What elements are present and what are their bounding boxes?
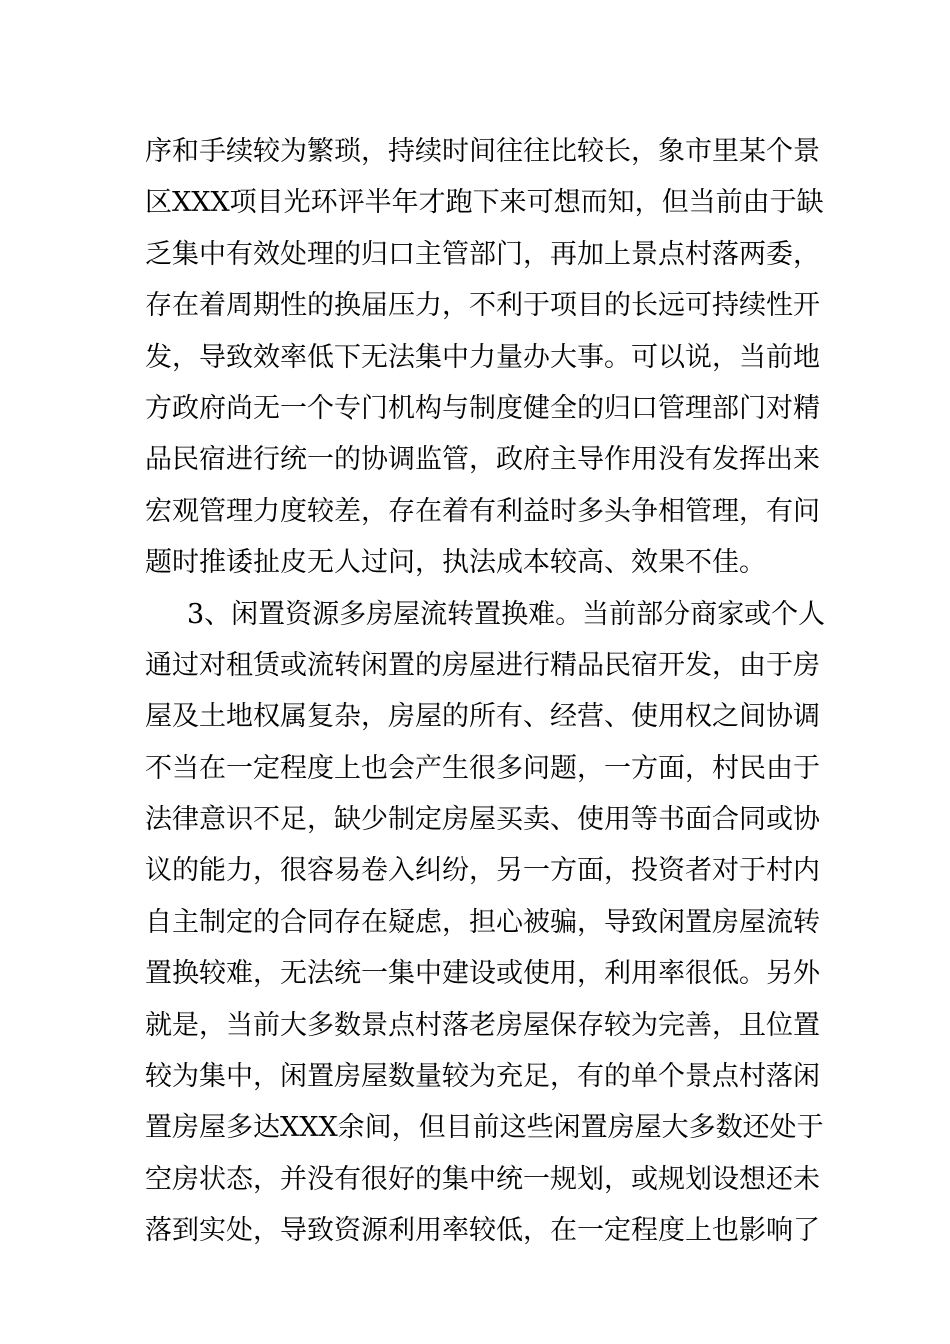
text-line: 方政府尚无一个专门机构与制度健全的归口管理部门对精 (145, 392, 820, 424)
text-line: 区XXX项目光环评半年才跑下来可想而知，但当前由于缺 (145, 187, 824, 219)
text-line: 题时推诿扯皮无人过问，执法成本较高、效果不佳。 (145, 547, 766, 579)
text-line: 空房状态，并没有很好的集中统一规划，或规划设想还未 (145, 1163, 820, 1195)
text-line: 序和手续较为繁琐，持续时间往往比较长，象市里某个景 (145, 136, 820, 167)
text-line: 不当在一定程度上也会产生很多问题，一方面，村民由于 (145, 752, 820, 784)
text-line: 置换较难，无法统一集中建设或使用，利用率很低。另外 (145, 958, 820, 990)
text-line: 置房屋多达XXX余间，但目前这些闲置房屋大多数还处于 (145, 1112, 824, 1144)
text-line: 宏观管理力度较差，存在着有利益时多头争相管理，有问 (145, 495, 820, 527)
text-line: 通过对租赁或流转闲置的房屋进行精品民宿开发，由于房 (145, 649, 820, 681)
text-line: 法律意识不足，缺少制定房屋买卖、使用等书面合同或协 (145, 804, 820, 836)
text-line: 较为集中，闲置房屋数量较为充足，有的单个景点村落闲 (145, 1061, 820, 1093)
text-line: 屋及土地权属复杂，房屋的所有、经营、使用权之间协调 (145, 701, 820, 733)
text-line: 乏集中有效处理的归口主管部门，再加上景点村落两委， (145, 238, 820, 270)
text-line: 议的能力，很容易卷入纠纷，另一方面，投资者对于村内 (145, 855, 820, 887)
text-line: 落到实处，导致资源利用率较低，在一定程度上也影响了 (145, 1215, 820, 1247)
text-line: 品民宿进行统一的协调监管，政府主导作用没有发挥出来 (145, 444, 820, 476)
text-line: 发，导致效率低下无法集中力量办大事。可以说，当前地 (145, 341, 820, 373)
text-line: 存在着周期性的换届压力，不利于项目的长远可持续性开 (145, 290, 820, 322)
body-text (145, 126, 826, 1257)
text-line: 就是，当前大多数景点村落老房屋保存较为完善，且位置 (145, 1009, 820, 1041)
section-heading-line: 3、闲置资源多房屋流转置换难。当前部分商家或个人 (187, 598, 826, 630)
text-line: 自主制定的合同存在疑虑，担心被骗，导致闲置房屋流转 (145, 906, 820, 938)
